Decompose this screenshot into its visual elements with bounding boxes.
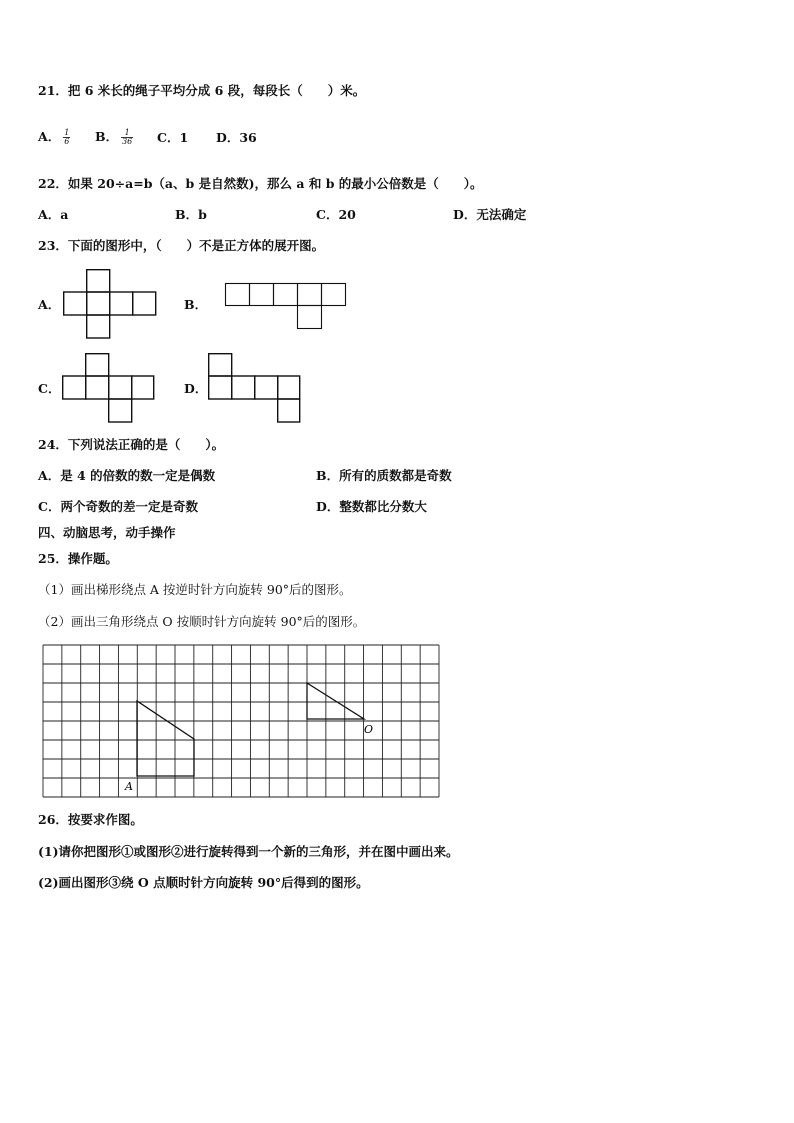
- q21-option-a-letter: A．: [38, 129, 61, 144]
- fraction-denominator: 36: [122, 137, 133, 146]
- q23-stem: 23．下面的图形中，（ ）不是正方体的展开图。: [38, 238, 325, 253]
- q21-option-c-letter: C．: [157, 130, 180, 145]
- q25-grid-figure: [42, 644, 440, 798]
- q24-option-c[interactable]: C．两个奇数的差一定是奇数: [38, 499, 198, 514]
- q24-option-d[interactable]: D．整数都比分数大: [316, 499, 427, 514]
- section-heading: 四、动脑思考，动手操作: [38, 525, 176, 540]
- q24-option-a[interactable]: A．是 4 的倍数的数一定是偶数: [38, 468, 216, 483]
- net-a-figure: [63, 269, 157, 339]
- q23-label-a[interactable]: A．: [38, 297, 61, 312]
- q24-stem: 24．下列说法正确的是（ ）。: [38, 437, 225, 452]
- q21-option-a[interactable]: [38, 129, 70, 146]
- q22-option-d[interactable]: D．无法确定: [453, 207, 527, 222]
- q22-stem: 22．如果 20÷a=b（a、b 是自然数)，那么 a 和 b 的最小公倍数是（ ）。: [38, 176, 483, 191]
- fraction-denominator: 6: [64, 137, 70, 146]
- q26-sub2: (2)画出图形③绕 O 点顺时针方向旋转 90°后得到的图形。: [38, 875, 369, 890]
- q21-option-b-fraction: [121, 129, 133, 146]
- q23-label-d[interactable]: D．: [184, 381, 208, 396]
- q26-sub1: (1)请你把图形①或图形②进行旋转得到一个新的三角形，并在图中画出来。: [38, 844, 459, 859]
- q26-stem: 26．按要求作图。: [38, 812, 143, 827]
- q25-stem: 25．操作题。: [38, 551, 118, 566]
- q21-option-c[interactable]: [157, 130, 188, 146]
- q24-option-b[interactable]: B．所有的质数都是奇数: [316, 468, 452, 483]
- trapezoid-shape: [137, 701, 194, 776]
- q25-sub2: （2）画出三角形绕点 O 按顺时针方向旋转 90°后的图形。: [38, 614, 366, 629]
- fraction-numerator: 1: [64, 128, 70, 137]
- q23-label-b[interactable]: B．: [184, 297, 208, 312]
- fraction-numerator: 1: [121, 129, 133, 138]
- net-d-figure: [208, 353, 301, 423]
- q22-option-a[interactable]: A．a: [38, 207, 69, 222]
- q21-option-d-text: 36: [239, 130, 257, 145]
- q22-option-b[interactable]: B．b: [175, 207, 207, 222]
- triangle-shape: [307, 683, 364, 719]
- point-o-label: O: [364, 723, 374, 736]
- q21-stem: 21．把 6 米长的绳子平均分成 6 段，每段长（ ）米。: [38, 83, 366, 98]
- net-b-figure: [225, 283, 346, 329]
- q21-option-d-letter: D．: [216, 130, 240, 145]
- net-c-figure: [62, 353, 155, 423]
- q22-option-c[interactable]: C．20: [316, 207, 356, 222]
- q21-option-b[interactable]: [95, 129, 133, 146]
- point-a-label: A: [125, 780, 133, 793]
- q23-label-c[interactable]: C．: [38, 381, 61, 396]
- q21-option-b-letter: B．: [95, 129, 119, 144]
- q21-option-a-fraction: [63, 129, 70, 146]
- q21-option-d[interactable]: [216, 130, 257, 146]
- q21-option-c-text: 1: [179, 130, 189, 145]
- q25-sub1: （1）画出梯形绕点 A 按逆时针方向旋转 90°后的图形。: [38, 582, 352, 597]
